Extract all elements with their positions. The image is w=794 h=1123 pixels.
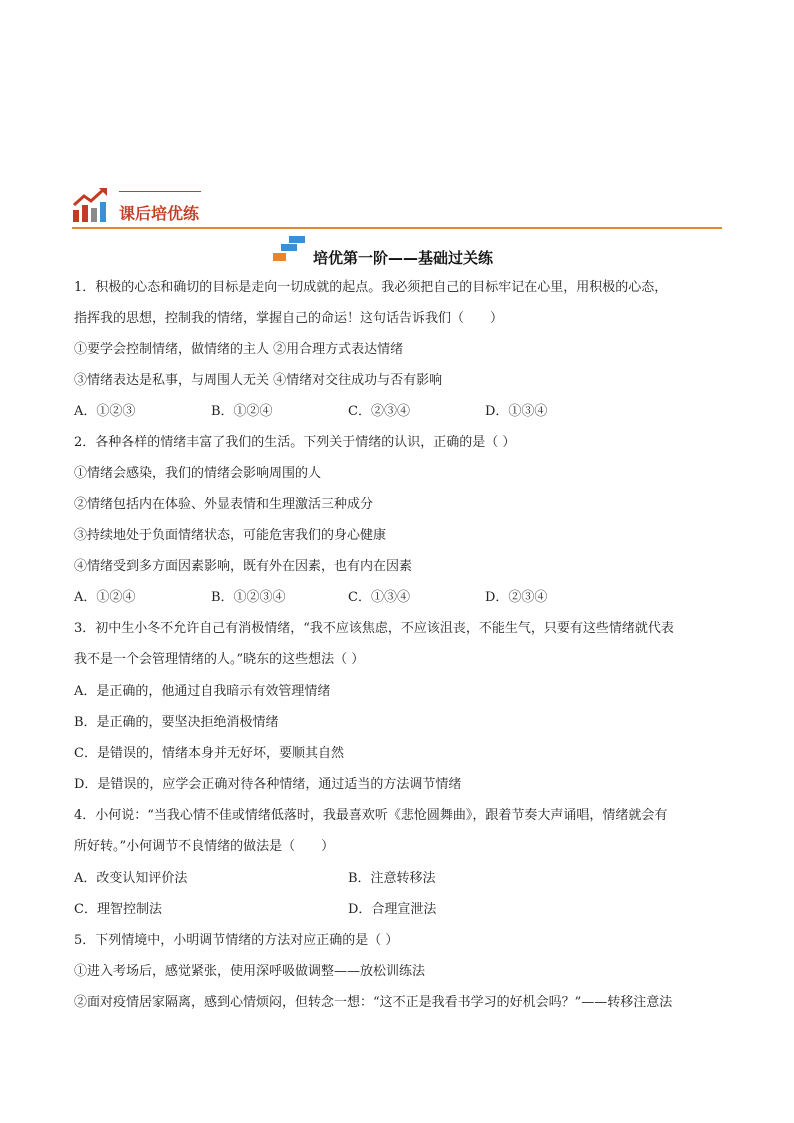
question-2-option-c: C．①③④ bbox=[348, 590, 410, 605]
question-2-statement-3: ③持续地处于负面情绪状态，可能危害我们的身心健康 bbox=[74, 528, 387, 543]
growth-chart-icon bbox=[72, 186, 110, 224]
question-5-statement-2: ②面对疫情居家隔离，感到心情烦闷，但转念一想：“这不正是我看书学习的好机会吗？”——转移注意法 bbox=[74, 995, 673, 1010]
banner-title: 课后培优练 bbox=[119, 204, 200, 223]
question-2-option-d: D．②③④ bbox=[485, 590, 548, 605]
question-3-option-c: C．是错误的，情绪本身并无好坏，要顺其自然 bbox=[74, 746, 344, 761]
question-4-stem-line-1: 4．小何说：“当我心情不佳或情绪低落时，我最喜欢听《悲怆圆舞曲》，跟着节奏大声诵唱，情绪就会有 bbox=[74, 808, 668, 823]
question-4-option-d: D．合理宣泄法 bbox=[348, 902, 437, 917]
banner-top-line bbox=[119, 191, 201, 192]
question-3-option-d: D．是错误的，应学会正确对待各种情绪，通过适当的方法调节情绪 bbox=[74, 777, 462, 792]
question-2-statement-4: ④情绪受到多方面因素影响，既有外在因素，也有内在因素 bbox=[74, 559, 413, 574]
question-1-option-d: D．①③④ bbox=[485, 404, 548, 419]
question-4-option-a: A．改变认知评价法 bbox=[74, 871, 188, 886]
question-5-statement-1: ①进入考场后，感觉紧张，使用深呼吸做调整——放松训练法 bbox=[74, 964, 426, 979]
section-title: 培优第一阶——基础过关练 bbox=[313, 249, 494, 267]
question-3-option-a: A．是正确的，他通过自我暗示有效管理情绪 bbox=[74, 684, 331, 699]
question-2-option-b: B．①②③④ bbox=[211, 590, 286, 605]
question-1-statement-2: ③情绪表达是私事，与周围人无关 ④情绪对交往成功与否有影响 bbox=[74, 373, 443, 388]
section-heading bbox=[0, 236, 794, 266]
question-1-stem-line-2: 指挥我的思想，控制我的情绪，掌握自己的命运！这句话告诉我们（ ） bbox=[74, 311, 504, 326]
question-2-statement-2: ②情绪包括内在体验、外显表情和生理激活三种成分 bbox=[74, 497, 374, 512]
section-banner bbox=[72, 186, 722, 230]
question-2-stem-line-1: 2．各种各样的情绪丰富了我们的生活。下列关于情绪的认识，正确的是（ ） bbox=[74, 435, 516, 450]
question-1-option-c: C．②③④ bbox=[348, 404, 410, 419]
question-1-option-a: A．①②③ bbox=[74, 404, 136, 419]
banner-rule bbox=[72, 227, 722, 229]
question-3-stem-line-2: 我不是一个会管理情绪的人。”晓东的这些想法（ ） bbox=[74, 652, 365, 667]
question-4-option-c: C．理智控制法 bbox=[74, 902, 162, 917]
question-2-option-a: A．①②④ bbox=[74, 590, 136, 605]
question-2-statement-1: ①情绪会感染，我们的情绪会影响周围的人 bbox=[74, 466, 322, 481]
question-1-stem-line-1: 1．积极的心态和确切的目标是走向一切成就的起点。我必须把自己的目标牢记在心里，用积极的心态， bbox=[74, 280, 668, 295]
question-3-stem-line-1: 3．初中生小冬不允许自己有消极情绪，“我不应该焦虑，不应该沮丧，不能生气，只要有这些情绪就代表 bbox=[74, 621, 674, 636]
question-1-statement-1: ①要学会控制情绪，做情绪的主人 ②用合理方式表达情绪 bbox=[74, 342, 404, 357]
steps-icon bbox=[273, 236, 307, 262]
question-1-option-b: B．①②④ bbox=[211, 404, 273, 419]
question-3-option-b: B．是正确的，要坚决拒绝消极情绪 bbox=[74, 715, 279, 730]
question-5-stem-line-1: 5．下列情境中，小明调节情绪的方法对应正确的是（ ） bbox=[74, 933, 399, 948]
question-4-stem-line-2: 所好转。”小何调节不良情绪的做法是（ ） bbox=[74, 839, 335, 854]
question-4-option-b: B．注意转移法 bbox=[348, 871, 436, 886]
